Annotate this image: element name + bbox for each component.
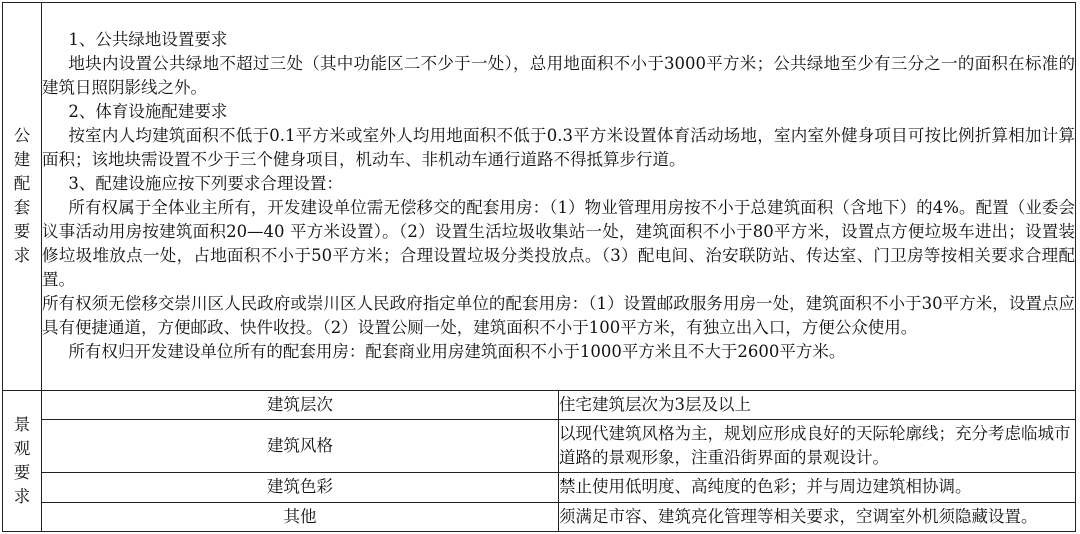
- developer-facilities-text: 所有权归开发建设单位所有的配套用房：配套商业用房建筑面积不小于1000平方米且不大于2600平方米。: [68, 342, 846, 362]
- landscape-category-label: 景观要求: [13, 414, 31, 506]
- landscape-row: [3, 502, 1076, 531]
- landscape-label: 建筑风格: [42, 420, 559, 473]
- landscape-row: [3, 390, 1076, 419]
- landscape-label: 建筑层次: [42, 390, 559, 419]
- sports-text: 按室内人均建筑面积不低于0.1平方米或室外人均用地面积不低于0.3平方米设置体育活动场地，室内室外健身项目可按比例折算相加计算面积；该地块需设置不少于三个健身项目，机动车、非机动车通行道路不得抵算步行道。: [42, 126, 1075, 170]
- landscape-label: 建筑色彩: [42, 473, 559, 502]
- landscape-row: [3, 473, 1076, 502]
- public-facilities-row: [3, 3, 1076, 391]
- landscape-value: 须满足市容、建筑亮化管理等相关要求，空调室外机须隐藏设置。: [559, 502, 1076, 531]
- requirements-table: [2, 2, 1076, 532]
- public-facilities-category-cell: [3, 3, 42, 391]
- landscape-value: 禁止使用低明度、高纯度的色彩；并与周边建筑相协调。: [559, 473, 1076, 502]
- owner-facilities-text: 所有权属于全体业主所有，开发建设单位需无偿移交的配套用房：（1）物业管理用房按不小于总建筑面积（含地下）的4%。配置（业委会议事活动用房按建筑面积20—40 平方米设置）。（2）设置生活垃圾收集站一处，建筑面积不小于80平方米，设置点方便垃圾车进出；设置装修垃圾堆放点一处，占地面积不小于50平方米；合理设置垃圾分类投放点。（3）配电间、治安联防站、传达室、门卫房等按相关要求合理配置。: [42, 198, 1075, 290]
- green-space-text: 地块内设置公共绿地不超过三处（其中功能区二不少于一处），总用地面积不小于3000平方米；公共绿地至少有三分之一的面积在标准的建筑日照阴影线之外。: [42, 54, 1075, 98]
- public-facilities-content: [42, 3, 1076, 391]
- landscape-category-cell: [3, 390, 42, 531]
- landscape-row: [3, 420, 1076, 473]
- public-facilities-category-label: 公建配套要求: [13, 126, 31, 266]
- sports-heading: 2、体育设施配建要求: [68, 102, 228, 122]
- landscape-label: 其他: [42, 502, 559, 531]
- facilities-heading: 3、配建设施应按下列要求合理设置：: [68, 174, 343, 194]
- landscape-value: 住宅建筑层次为3层及以上: [559, 390, 1076, 419]
- green-space-heading: 1、公共绿地设置要求: [68, 30, 228, 50]
- landscape-value: 以现代建筑风格为主，规划应形成良好的天际轮廓线；充分考虑临城市道路的景观形象，注重沿街界面的景观设计。: [559, 420, 1076, 473]
- government-facilities-text: 所有权须无偿移交崇川区人民政府或崇川区人民政府指定单位的配套用房：（1）设置邮政服务用房一处，建筑面积不小于30平方米，设置点应具有便捷通道，方便邮政、快件收投。（2）设置公厕一处，建筑面积不小于100平方米，有独立出入口，方便公众使用。: [42, 294, 1075, 338]
